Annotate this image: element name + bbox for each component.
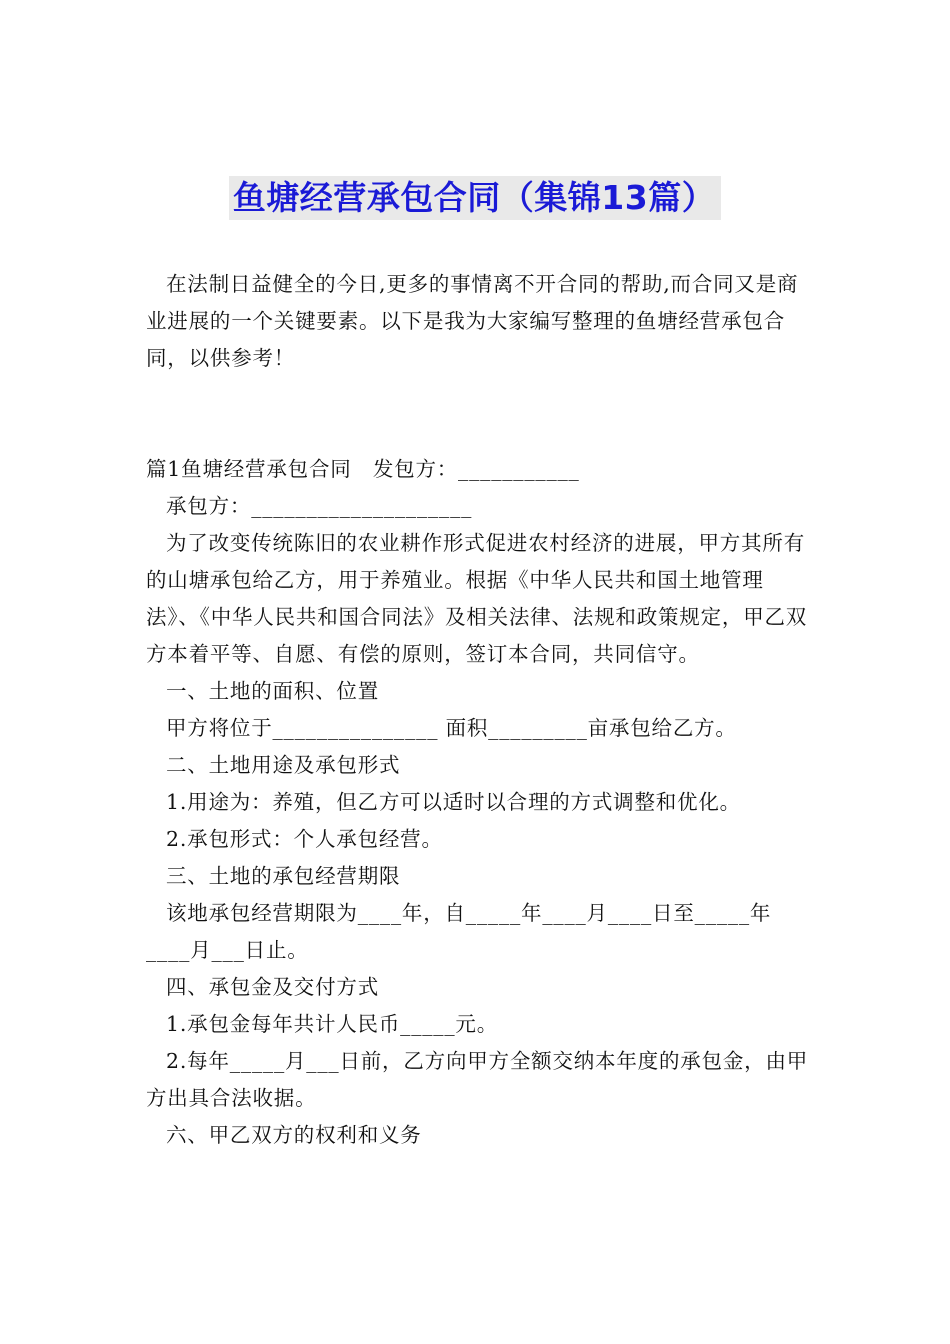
title-container	[0, 176, 950, 220]
intro-section	[146, 266, 810, 377]
party-b-line: 承包方：____________________	[166, 494, 473, 518]
clause-contract-form: 2.承包形式：个人承包经营。	[166, 827, 443, 851]
clause-heading-land-area: 一、土地的面积、位置	[166, 679, 379, 703]
document-title: 鱼塘经营承包合同（集锦13篇）	[229, 176, 721, 220]
clause-heading-land-use: 二、土地用途及承包形式	[166, 753, 401, 777]
clause-payment-amount: 1.承包金每年共计人民币_____元。	[166, 1012, 499, 1036]
section-heading-party-a: 篇1鱼塘经营承包合同 发包方：___________	[146, 457, 580, 481]
clause-land-location: 甲方将位于_______________ 面积_________亩承包给乙方。	[166, 716, 737, 740]
clause-heading-rights: 六、甲乙双方的权利和义务	[166, 1123, 422, 1147]
clause-term-period: 该地承包经营期限为____年，自_____年____月____日至_____年____月___日止。	[146, 901, 772, 962]
clause-heading-payment: 四、承包金及交付方式	[166, 975, 379, 999]
contract-body	[146, 451, 810, 1154]
clause-payment-schedule: 2.每年_____月___日前，乙方向甲方全额交纳本年度的承包金，由甲方出具合法收据。	[146, 1049, 809, 1110]
clause-usage: 1.用途为：养殖，但乙方可以适时以合理的方式调整和优化。	[166, 790, 741, 814]
clause-heading-term: 三、土地的承包经营期限	[166, 864, 401, 888]
preamble-paragraph: 为了改变传统陈旧的农业耕作形式促进农村经济的进展，甲方其所有的山塘承包给乙方，用于养殖业。根据《中华人民共和国土地管理法》、《中华人民共和国合同法》及相关法律、法规和政策规定，甲乙双方本着平等、自愿、有偿的原则，签订本合同，共同信守。	[146, 531, 808, 666]
intro-paragraph: 在法制日益健全的今日,更多的事情离不开合同的帮助,而合同又是商业进展的一个关键要素。以下是我为大家编写整理的鱼塘经营承包合同，以供参考！	[146, 272, 799, 370]
